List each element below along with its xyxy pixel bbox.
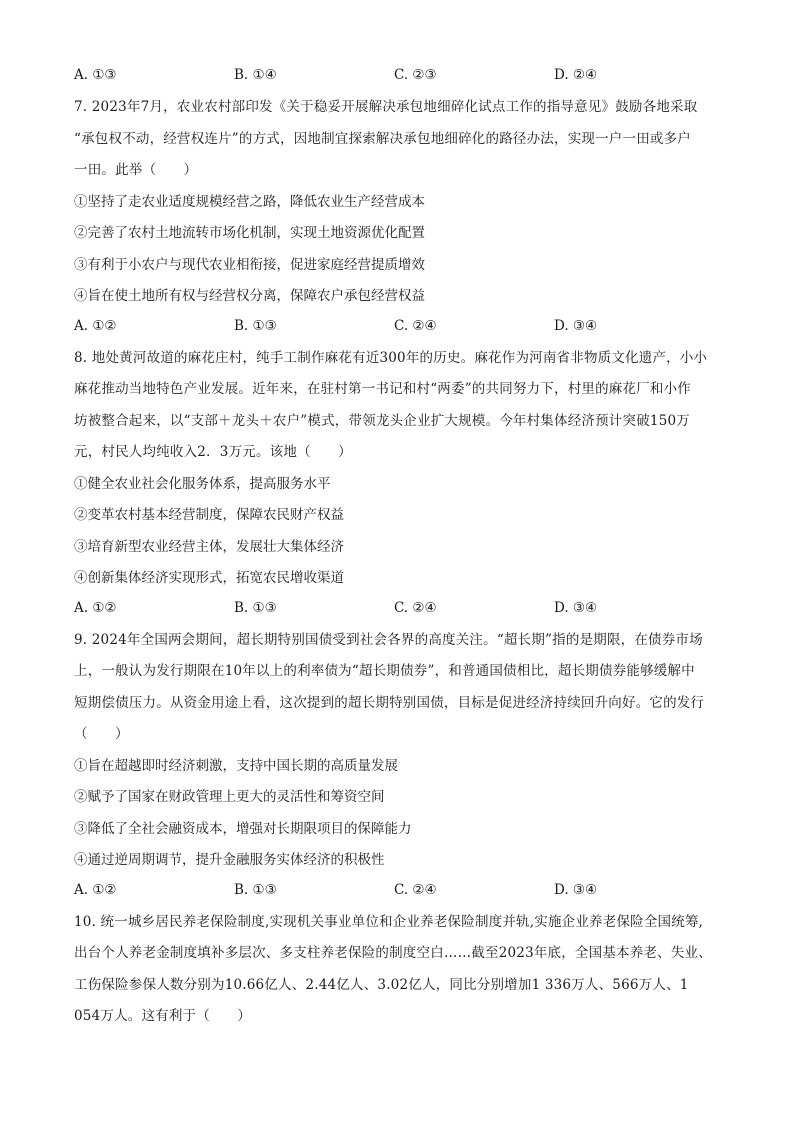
question-8	[74, 343, 718, 621]
q8-stem-line-2: 麻花推动当地特色产业发展。近年来，在驻村第一书记和村“两委”的共同努力下，村里的麻花厂和小作	[74, 381, 692, 397]
q6-option-c[interactable]: C. ②③	[394, 67, 437, 83]
q9-stem	[74, 625, 718, 751]
q7-choice-3: ③有利于小农户与现代农业相衔接，促进家庭经营提质增效	[74, 256, 425, 273]
q6-option-b[interactable]: B. ①④	[234, 67, 277, 83]
question-10	[74, 907, 718, 1033]
q7-choice-4: ④旨在使土地所有权与经营权分离，保障农户承包经营权益	[74, 288, 425, 304]
question-7	[74, 92, 718, 339]
q7-choice-2: ②完善了农村土地流转市场化机制，实现土地资源优化配置	[74, 225, 425, 241]
q7-choice-1: ①坚持了走农业适度规模经营之路，降低农业生产经营成本	[74, 193, 425, 210]
q6-option-a[interactable]: A. ①③	[74, 67, 117, 83]
q8-stem	[74, 343, 718, 469]
q7-option-d[interactable]: D. ③④	[554, 317, 598, 334]
q9-options	[74, 877, 718, 903]
q8-options	[74, 595, 718, 621]
q7-stem-line-1: 7. 2023年7月，农业农村部印发《关于稳妥开展解决承包地细碎化试点工作的指导意见》鼓励各地采取	[74, 99, 698, 115]
q10-stem-line-2: 出台个人养老金制度填补多层次、多支柱养老保险的制度空白……截至2023年底，全国基本养老、失业、	[74, 945, 712, 961]
q9-option-a[interactable]: A. ①②	[74, 881, 117, 898]
q8-option-c[interactable]: C. ②④	[394, 599, 437, 616]
q8-option-b[interactable]: B. ①③	[234, 599, 277, 616]
q7-option-c[interactable]: C. ②④	[394, 317, 437, 334]
q9-choice-4: ④通过逆周期调节，提升金融服务实体经济的积极性	[74, 852, 385, 868]
q7-option-a[interactable]: A. ①②	[74, 317, 117, 334]
q9-choice-3: ③降低了全社会融资成本，增强对长期限项目的保障能力	[74, 820, 412, 837]
q6-options	[74, 62, 718, 88]
q8-option-a[interactable]: A. ①②	[74, 599, 117, 616]
q9-stem-line-4: （ ）	[74, 726, 129, 742]
q9-option-c[interactable]: C. ②④	[394, 881, 437, 898]
q7-stem	[74, 92, 718, 187]
q9-stem-line-1: 9. 2024年全国两会期间，超长期特别国债受到社会各界的高度关注。“超长期”指的是期限，在债券市场	[74, 631, 703, 648]
q7-stem-line-2: “承包权不动，经营权连片”的方式，因地制宜探索解决承包地细碎化的路径办法，实现一户一田或多户	[74, 130, 692, 147]
q9-option-b[interactable]: B. ①③	[234, 881, 277, 898]
q9-choice-1: ①旨在超越即时经济刺激，支持中国长期的高质量发展	[74, 757, 398, 774]
q6-option-d[interactable]: D. ②④	[554, 67, 598, 83]
question-9	[74, 625, 718, 903]
q10-stem-line-3: 工伤保险参保人数分别为10.66亿人、2.44亿人、3.02亿人，同比分别增加1 336万人、566万人、1	[74, 976, 689, 993]
q7-stem-line-3: 一田。此举（ ）	[74, 162, 198, 178]
q8-choice-3: ③培育新型农业经营主体，发展壮大集体经济	[74, 538, 344, 555]
q7-options	[74, 313, 718, 339]
q8-option-d[interactable]: D. ③④	[554, 599, 598, 616]
q9-choice-2: ②赋予了国家在财政管理上更大的灵活性和筹资空间	[74, 789, 385, 805]
q10-stem-line-1: 10. 统一城乡居民养老保险制度,实现机关事业单位和企业养老保险制度并轨,实施企业养老保险全国统筹,	[74, 913, 704, 930]
q8-stem-line-3: 坊被整合起来，以“支部＋龙头＋农户”模式，带领龙头企业扩大规模。今年村集体经济预计突破150万	[74, 412, 690, 429]
q8-choice-4: ④创新集体经济实现形式，拓宽农民增收渠道	[74, 570, 344, 586]
q9-stem-line-3: 短期偿债压力。从资金用途上看，这次提到的超长期特别国债，目标是促进经济持续回升向好。它的发行	[74, 694, 705, 711]
q9-option-d[interactable]: D. ③④	[554, 881, 598, 898]
q8-stem-line-4: 元，村民人均纯收入2．3万元。该地（ ）	[74, 444, 352, 460]
q8-choice-2: ②变革农村基本经营制度，保障农民财产权益	[74, 507, 344, 523]
q7-option-b[interactable]: B. ①③	[234, 317, 277, 334]
q8-choice-1: ①健全农业社会化服务体系，提高服务水平	[74, 475, 331, 492]
q8-stem-line-1: 8. 地处黄河故道的麻花庄村，纯手工制作麻花有近300年的历史。麻花作为河南省非物质文化遗产，小小	[74, 349, 708, 366]
q9-stem-line-2: 上，一般认为发行期限在10年以上的利率债为“超长期债券”，和普通国债相比，超长期债券能够缓解中	[74, 663, 695, 679]
q10-stem-line-4: 054万人。这有利于（ ）	[74, 1008, 252, 1024]
q10-stem	[74, 907, 718, 1033]
